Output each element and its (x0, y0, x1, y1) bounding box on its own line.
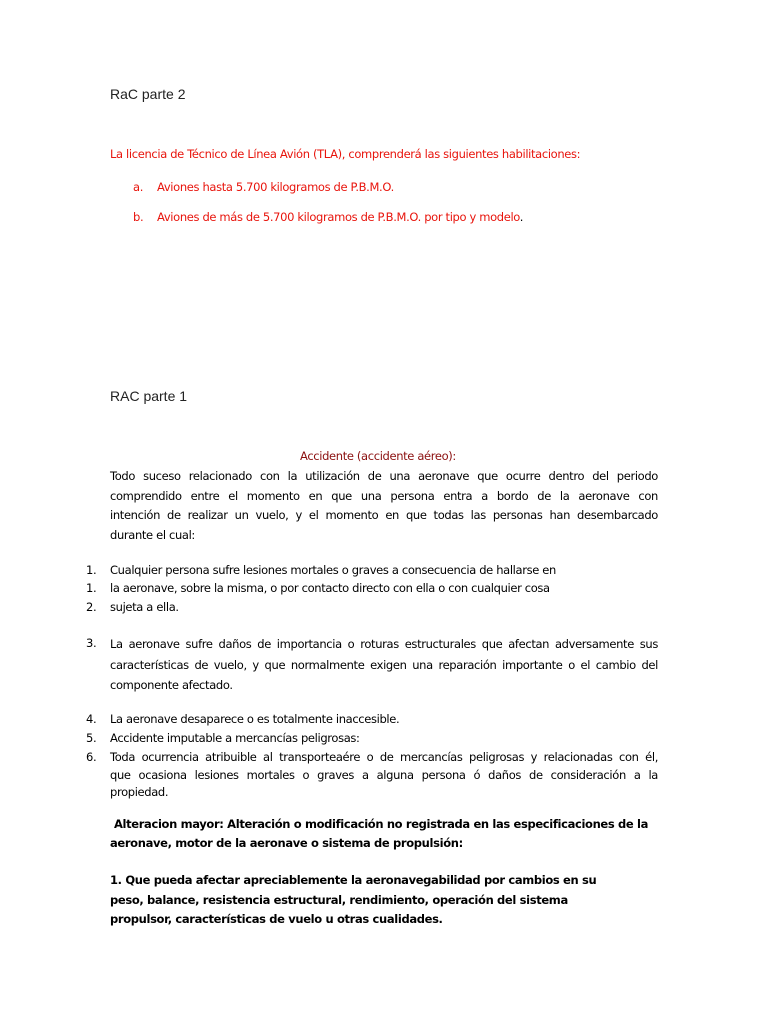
license-intro: La licencia de Técnico de Línea Avión (TLA), comprenderá las siguientes habilitaciones: (110, 147, 581, 161)
list-marker-b: b. (133, 210, 144, 224)
definition-paragraph (110, 467, 658, 545)
definition-line-3: intención de realizar un vuelo, y el momento en que todas las personas han desembarcado (110, 508, 658, 522)
list-number: 5. (86, 731, 97, 745)
list-number: 1. (86, 581, 97, 595)
list-number: 4. (86, 712, 97, 726)
alteracion-item-line-2: peso, balance, resistencia estructural, rendimiento, operación del sistema (110, 892, 568, 907)
list-number: 2. (86, 600, 97, 614)
heading-rac-parte-1: RAC parte 1 (110, 388, 188, 404)
alteracion-mayor-continuation (110, 834, 463, 854)
list-item: Cualquier persona sufre lesiones mortales o graves a consecuencia de hallarse en (110, 563, 556, 577)
alteracion-item-line-3: propulsor, características de vuelo u otras cualidades. (110, 912, 443, 926)
alteracion-mayor-paragraph (114, 815, 648, 835)
definition-title: Accidente (accidente aéreo): (300, 449, 456, 463)
heading-rac-parte-2: RaC parte 2 (110, 86, 186, 102)
definition-line-1: Todo suceso relacionado con la utilización de una aeronave que ocurre dentro del periodo (110, 469, 658, 483)
item-3-line-3: componente afectado. (110, 678, 233, 692)
list-number: 3. (86, 636, 97, 650)
list-item: La aeronave desaparece o es totalmente inaccesible. (110, 712, 400, 726)
list-marker-a: a. (133, 180, 144, 194)
list-item-b-text: Aviones de más de 5.700 kilogramos de P.B.M.O. por tipo y modelo (157, 210, 520, 224)
item-6-line-3: propiedad. (110, 785, 169, 799)
list-item-a: Aviones hasta 5.700 kilogramos de P.B.M.O. (157, 180, 394, 194)
list-item: Accidente imputable a mercancías peligrosas: (110, 731, 360, 745)
list-item-b (157, 210, 523, 224)
list-number: 6. (86, 750, 97, 764)
item-6-line-2: que ocasiona lesiones mortales o graves a alguna persona ó daños de consideración a la (110, 767, 658, 782)
item-6-paragraph (110, 749, 658, 802)
alteracion-item-line-1: 1. Que pueda afectar apreciablemente la aeronavegabilidad por cambios en su (110, 873, 597, 887)
list-item-b-period: . (519, 210, 524, 224)
item-3-line-1: La aeronave sufre daños de importancia o roturas estructurales que afectan adversamente sus (110, 637, 658, 651)
alteracion-item-1 (110, 871, 596, 930)
alteracion-line-2: aeronave, motor de la aeronave o sistema de propulsión: (110, 836, 463, 850)
list-item: sujeta a ella. (110, 600, 179, 614)
alteracion-line-1: Alteracion mayor: Alteración o modificación no registrada en las especificaciones de la (114, 817, 649, 831)
list-number: 1. (86, 563, 97, 577)
list-item: la aeronave, sobre la misma, o por contacto directo con ella o con cualquier cosa (110, 581, 550, 595)
item-6-line-1: Toda ocurrencia atribuible al transporteaére o de mercancías peligrosas y relacionadas con él, (110, 750, 658, 764)
definition-line-2: comprendido entre el momento en que una persona entra a bordo de la aeronave con (110, 488, 658, 503)
item-3-line-2: características de vuelo, y que normalmente exigen una reparación importante o el cambio del (110, 657, 658, 672)
item-3-paragraph (110, 634, 658, 696)
definition-line-4: durante el cual: (110, 527, 195, 542)
